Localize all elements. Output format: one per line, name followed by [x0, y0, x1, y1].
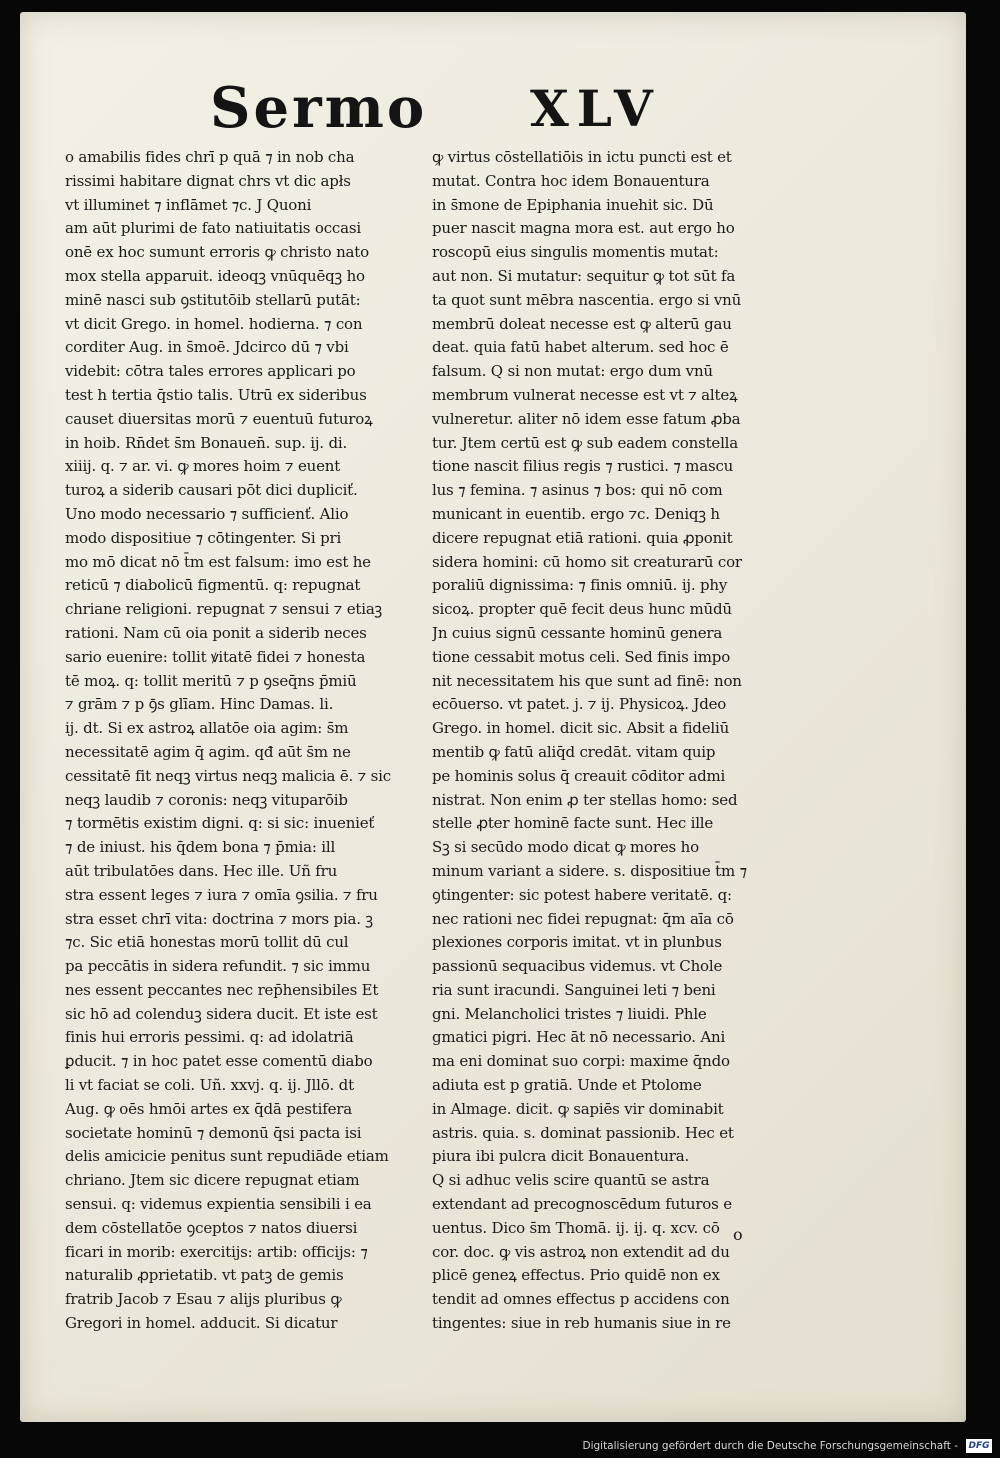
right-column-line: ꝙ virtus cōstellatiōis in ictu puncti est et	[432, 148, 732, 166]
right-column-line: vulneretur. aliter nō idem esse fatum ꝓba	[432, 409, 741, 428]
left-column-line: ⁊ de iniust. his q̄dem bona ⁊ p̄mia: ill	[65, 838, 336, 857]
left-column-line: in hoib. Rn̄det s̄m Bonauen̄. sup. ij. di.	[65, 433, 348, 452]
left-column-line: sario euenire: tollit ꝟitatē fidei ⁊ honesta	[65, 647, 366, 666]
left-column-line: Uno modo necessario ⁊ sufficienť. Alio	[65, 504, 349, 523]
right-column-line: sicoꝝ. propter quē fecit deus hunc mūdū	[432, 600, 732, 619]
left-column-line: ij. dt. Si ex astroꝝ allatōe oia agim: s̄m	[65, 719, 349, 738]
left-column-line: naturalib ꝓprietatib. vt patꝫ de gemis	[65, 1266, 344, 1285]
right-column-line: tendit ad omnes effectus p accidens con	[432, 1290, 730, 1309]
right-column-line: mutat. Contra hoc idem Bonauentura	[432, 171, 710, 190]
left-column-line: test h tertia q̄stio talis. Utrū ex sideribus	[65, 385, 367, 404]
right-column-line: mentib ꝙ fatū aliq̄d credāt. vitam quip	[432, 742, 716, 761]
right-column-line: sidera homini: cū homo sit creaturarū cor	[432, 552, 742, 571]
right-column-line: stelle ꝓter hominē facte sunt. Hec ille	[432, 814, 714, 833]
left-column-line: onē ex hoc sumunt erroris ꝙ christo nato	[65, 243, 369, 262]
left-column-line: ⁊ tormētis existim digni. q: si sic: inuenieť	[65, 814, 375, 833]
right-column-line: puer nascit magna mora est. aut ergo ho	[432, 219, 735, 238]
left-column-line: finis hui erroris pessimi. q: ad idolatriā	[65, 1028, 354, 1047]
left-column-line: ficari in morib: exercitijs: artib: officijs: ⁊	[65, 1242, 368, 1261]
right-column-line: Sꝫ si secūdo modo dicat ꝙ mores ho	[432, 838, 699, 857]
right-column-line: tur. Jtem certū est ꝙ sub eadem constella	[432, 433, 739, 452]
left-column-line: sensui. q: videmus expientia sensibili i ea	[65, 1195, 372, 1214]
left-column-line: vt dicit Grego. in homel. hodierna. ⁊ con	[65, 314, 363, 333]
text-column-right	[432, 146, 784, 1336]
right-column-line: adiuta est p gratiā. Unde et Ptolome	[432, 1076, 702, 1095]
right-column-line: nit necessitatem his que sunt ad finē: non	[432, 671, 742, 690]
right-column-line: gni. Melancholici tristes ⁊ liuidi. Phle	[432, 1004, 707, 1023]
right-column-line: ecōuerso. vt patet. j. ⁊ ij. Physicoꝝ. Jdeo	[432, 695, 727, 714]
right-column-line: ma eni dominat suo corpi: maxime q̄ndo	[432, 1052, 730, 1071]
left-column-line: Gregori in homel. adducit. Si dicatur	[65, 1314, 338, 1333]
left-column-line: rationi. Nam cū oia ponit a siderib neces	[65, 623, 367, 642]
left-column-line: Aug. ꝙ oēs hmōi artes ex q̄dā pestifera	[65, 1099, 352, 1118]
left-column-line: turoꝝ a siderib causari pōt dici dupliciť.	[65, 481, 358, 500]
right-column-line: poraliū dignissima: ⁊ finis omniū. ij. phy	[432, 576, 728, 595]
right-column-line: Grego. in homel. dicit sic. Absit a fideliū	[432, 719, 730, 738]
right-column-line: nec rationi nec fidei repugnat: q̄m aīa cō	[432, 909, 734, 928]
left-column-line: nes essent peccantes nec rep̄hensibiles Et	[65, 980, 379, 999]
left-column-line: fratrib Jacob ⁊ Esau ⁊ alijs pluribus ꝙ	[65, 1290, 342, 1309]
left-column-line: xiiij. q. ⁊ ar. vi. ꝙ mores hoim ⁊ euent	[65, 457, 341, 476]
right-column-line: municant in euentib. ergo ⁊c. Deniqꝫ h	[432, 504, 720, 523]
left-column-line: li vt faciat se coli. Uñ. xxvj. q. ij. Jllō. dt	[65, 1076, 354, 1095]
left-column-line: cessitatē fit neqꝫ virtus neqꝫ malicia ē. ⁊ sic	[65, 766, 391, 785]
right-column-line: plexiones corporis imitat. vt in plunbus	[432, 933, 722, 952]
right-column-line: deat. quia fatū habet alterum. sed hoc ē	[432, 338, 729, 357]
left-column-line: ⁊ grām ⁊ p ꝯ̄s glīam. Hinc Damas. li.	[65, 695, 334, 714]
funding-credit: Digitalisierung gefördert durch die Deutsche Forschungsgemeinschaft -	[582, 1440, 958, 1452]
left-column-line: societate hominū ⁊ demonū q̄si pacta isi	[65, 1123, 362, 1142]
right-column-line: ria sunt iracundi. Sanguinei leti ⁊ beni	[432, 980, 716, 999]
right-column-line: membrū doleat necesse est ꝙ alterū gau	[432, 314, 732, 333]
right-column-line: ta quot sunt mēbra nascentia. ergo si vnū	[432, 290, 742, 309]
left-column-line: aūt tribulatōes dans. Hec ille. Uñ fru	[65, 861, 338, 880]
left-column-line: ⁊c. Sic etiā honestas morū tollit dū cul	[65, 933, 349, 952]
left-column-line: dem cōstellatōe ꝯceptos ⁊ natos diuersi	[65, 1218, 358, 1237]
left-column-line: ꝑducit. ⁊ in hoc patet esse comentū diabo	[65, 1052, 373, 1071]
right-column-line: Jn cuius signū cessante hominū genera	[432, 623, 723, 642]
left-column-line: neqꝫ laudib ⁊ coronis: neqꝫ vituparōib	[65, 790, 348, 809]
right-column-line: tingentes: siue in reb humanis siue in re	[432, 1314, 731, 1333]
folio-number: XLV	[530, 79, 661, 138]
right-column-line: passionū sequacibus videmus. vt Chole	[432, 957, 723, 976]
right-column-line: lus ⁊ femina. ⁊ asinus ⁊ bos: qui nō com	[432, 481, 723, 500]
left-column-line: pa peccātis in sidera refundit. ⁊ sic immu	[65, 957, 371, 976]
left-column-line: delis amicicie penitus sunt repudiāde etiam	[65, 1147, 389, 1166]
left-column-line: mo mō dicat nō t̄m est falsum: imo est he	[65, 552, 371, 571]
right-column-line: roscopū eius singulis momentis mutat:	[432, 243, 719, 262]
right-column-line: astris. quia. s. dominat passionib. Hec et	[432, 1123, 734, 1142]
left-column-line: sic hō ad colenduꝫ sidera ducit. Et iste est	[65, 1004, 378, 1023]
right-column-line: uentus. Dico s̄m Thomā. ij. ij. q. xcv. cō	[432, 1218, 720, 1237]
right-column-line: minum variant a sidere. s. dispositiue t̄m ⁊	[432, 861, 747, 880]
left-column-line: chriano. Jtem sic dicere repugnat etiam	[65, 1171, 360, 1190]
left-column-line: reticū ⁊ diabolicū figmentū. q: repugnat	[65, 576, 361, 595]
left-column-line: vt illuminet ⁊ inflāmet ⁊c. J Quoni	[65, 195, 312, 214]
right-column-line: tione cessabit motus celi. Sed finis impo	[432, 647, 731, 666]
left-column-line: o amabilis fides chrī p quā ⁊ in nob cha	[65, 148, 355, 166]
right-column-line: piura ibi pulcra dicit Bonauentura.	[432, 1147, 690, 1166]
left-column-line: corditer Aug. in s̄moē. Jdcirco dū ⁊ vbi	[65, 338, 349, 357]
right-column-line: tione nascit filius regis ⁊ rustici. ⁊ mascu	[432, 457, 734, 476]
left-column-line: chriane religioni. repugnat ⁊ sensui ⁊ etiaꝫ	[65, 600, 383, 619]
book-page	[20, 12, 966, 1422]
left-column-line: rissimi habitare dignat chrs vt dic apłs	[65, 171, 351, 190]
dfg-logo: DFG	[966, 1439, 992, 1453]
signature-mark: o	[733, 1225, 743, 1244]
right-column-line: membrum vulnerat necesse est vt ⁊ alteꝝ	[432, 385, 738, 404]
right-column-line: aut non. Si mutatur: sequitur ꝙ tot sūt fa	[432, 266, 736, 285]
left-column-line: necessitatē agim q̄ agim. qđ aūt s̄m ne	[65, 742, 351, 761]
right-column-line: plicē geneꝝ effectus. Prio quidē non ex	[432, 1266, 720, 1285]
text-column-left	[65, 146, 415, 1336]
right-column-line: extendant ad precognoscēdum futuros e	[432, 1195, 732, 1214]
right-column-line: dicere repugnat etiā rationi. quia ꝓponit	[432, 528, 733, 547]
running-header-left: Sermo	[210, 75, 428, 141]
right-column-line: ꝯtingenter: sic potest habere veritatē. q:	[432, 885, 732, 904]
right-column-line: nistrat. Non enim ꝓ ter stellas homo: sed	[432, 790, 738, 809]
right-column-line: Q si adhuc velis scire quantū se astra	[432, 1171, 710, 1190]
left-column-line: minē nasci sub ꝯstitutōib stellarū putāt:	[65, 290, 361, 309]
right-column-line: gmatici pigri. Hec āt nō necessario. Ani	[432, 1028, 726, 1047]
right-column-line: falsum. Q si non mutat: ergo dum vnū	[432, 362, 713, 381]
right-column-line: in Almage. dicit. ꝙ sapiēs vir dominabit	[432, 1099, 724, 1118]
left-column-line: am aūt plurimi de fato natiuitatis occasi	[65, 219, 361, 238]
left-column-line: mox stella apparuit. ideoqꝫ vnūquēqꝫ ho	[65, 266, 365, 285]
left-column-line: stra esset chrī vita: doctrina ⁊ mors pia. ꝫ	[65, 909, 373, 928]
right-column-line: cor. doc. ꝙ vis astroꝝ non extendit ad du	[432, 1242, 730, 1261]
left-column-line: causet diuersitas morū ⁊ euentuū futuroꝝ	[65, 409, 373, 428]
right-column-line: pe hominis solus q̄ creauit cōditor admi	[432, 766, 726, 785]
left-column-line: stra essent leges ⁊ iura ⁊ omīa ꝯsilia. ⁊ fru	[65, 885, 378, 904]
left-column-line: videbit: cōtra tales errores applicari po	[65, 362, 356, 381]
right-column-line: in s̄mone de Epiphania inuehit sic. Dū	[432, 195, 714, 214]
left-column-line: tē moꝝ. q: tollit meritū ⁊ p ꝯseq̄ns p̄miū	[65, 671, 357, 690]
left-column-line: modo dispositiue ⁊ cōtingenter. Si pri	[65, 528, 342, 547]
